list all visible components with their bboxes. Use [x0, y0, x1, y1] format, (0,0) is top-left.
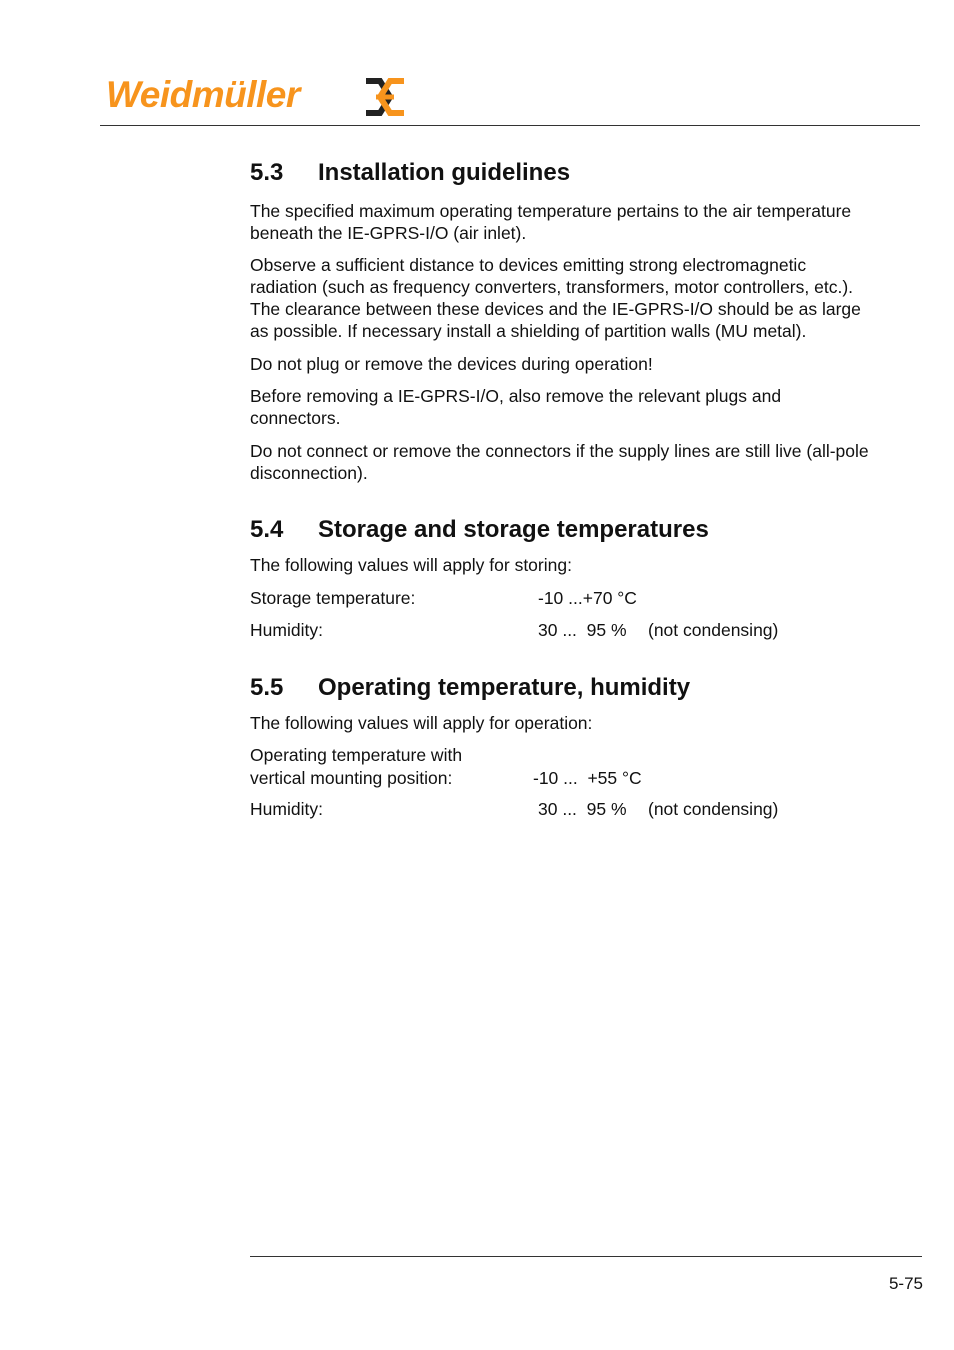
spec-row — [250, 798, 870, 820]
section-title: Storage and storage temperatures — [318, 516, 709, 544]
section-heading — [250, 158, 870, 188]
spec-label: Humidity: — [250, 799, 323, 820]
spec-value: -10 ... +55 °C — [533, 767, 642, 788]
footer-divider — [250, 1256, 922, 1257]
logo-wordmark: Weidmüller — [106, 74, 300, 115]
paragraph: Observe a sufficient distance to devices emitting strong electromagnetic radiation (such as frequency converters, transformers, motor controllers, etc.). The clearance between these devices and the IE-GPRS-I/O should be as large as possible. If necessary install a shielding of partition walls (MU metal). — [250, 254, 861, 342]
spec-row — [250, 767, 870, 789]
spec-note: (not condensing) — [648, 619, 779, 640]
section-storage-temperatures — [250, 515, 870, 641]
paragraph: Do not plug or remove the devices during operation! — [250, 353, 653, 374]
spec-row — [250, 587, 870, 609]
section-number: 5.3 — [250, 159, 284, 186]
section-intro: The following values will apply for operation: — [250, 713, 593, 734]
section-number: 5.4 — [250, 516, 284, 544]
spec-label: Humidity: — [250, 619, 323, 640]
section-operating-temperature — [250, 673, 870, 820]
header-divider — [100, 125, 920, 126]
paragraph: The specified maximum operating temperature pertains to the air temperature beneath the IE-GPRS-I/O (air inlet). — [250, 201, 852, 244]
spec-row — [250, 619, 870, 641]
section-installation-guidelines — [250, 158, 870, 484]
spec-label: Storage temperature: — [250, 587, 416, 608]
spec-value: -10 ...+70 °C — [538, 587, 637, 608]
paragraph: Do not connect or remove the connectors if the supply lines are still live (all-pole disconnection). — [250, 440, 869, 483]
section-title: Installation guidelines — [318, 159, 571, 186]
spec-label: vertical mounting position: — [250, 767, 453, 788]
paragraph: Before removing a IE-GPRS-I/O, also remove the relevant plugs and connectors. — [250, 386, 782, 429]
spec-note: (not condensing) — [648, 799, 779, 820]
spec-row — [250, 744, 870, 766]
section-heading — [250, 673, 870, 703]
weidmuller-cross-icon — [362, 76, 408, 118]
page-content — [250, 158, 870, 820]
spec-value: 30 ... 95 % — [538, 619, 627, 640]
page-number: 5-75 — [888, 1274, 923, 1293]
section-intro: The following values will apply for storing: — [250, 555, 572, 576]
spec-value: 30 ... 95 % — [538, 799, 627, 820]
section-title: Operating temperature, humidity — [318, 674, 691, 702]
section-number: 5.5 — [250, 674, 284, 702]
spec-label: Operating temperature with — [250, 745, 463, 766]
section-heading — [250, 515, 870, 545]
